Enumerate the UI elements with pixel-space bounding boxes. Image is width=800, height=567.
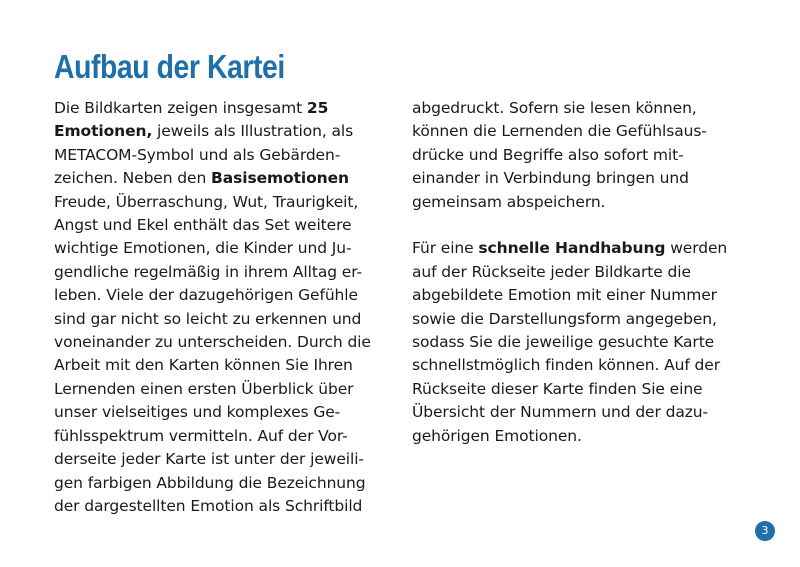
text-line	[412, 331, 752, 354]
text-line	[412, 97, 752, 120]
text-segment: gehörigen Emotionen.	[412, 426, 582, 445]
text-line	[54, 495, 399, 518]
text-line	[54, 284, 399, 307]
text-line	[412, 308, 752, 331]
text-segment: schnellstmöglich finden können. Auf der	[412, 356, 720, 375]
text-line	[54, 120, 399, 143]
text-segment: derseite jeder Karte ist unter der jeweili-	[54, 450, 364, 469]
text-line	[54, 191, 399, 214]
text-line	[54, 97, 399, 120]
text-segment: werden	[665, 239, 728, 258]
page-title: Aufbau der Kartei	[54, 48, 285, 85]
text-line	[412, 167, 752, 190]
text-segment: Lernenden einen ersten Überblick über	[54, 379, 354, 398]
text-line	[54, 237, 399, 260]
text-segment: Arbeit mit den Karten können Sie Ihren	[54, 356, 353, 375]
text-segment: wichtige Emotionen, die Kinder und Ju-	[54, 239, 352, 258]
text-column-right	[412, 97, 752, 448]
text-segment: fühlsspektrum vermitteln. Auf der Vor-	[54, 426, 348, 445]
bold-text: Emotionen,	[54, 122, 153, 141]
text-segment: Rückseite dieser Karte finden Sie eine	[412, 379, 703, 398]
text-segment: abgedruckt. Sofern sie lesen können,	[412, 99, 697, 117]
text-segment: METACOM-Symbol und als Gebärden-	[54, 145, 341, 164]
text-segment: Für eine	[412, 239, 479, 258]
bold-text: 25	[306, 99, 329, 117]
text-line	[54, 354, 399, 377]
text-segment: auf der Rückseite jeder Bildkarte die	[412, 262, 691, 281]
text-line	[54, 214, 399, 237]
text-line	[54, 472, 399, 495]
text-segment: gendliche regelmäßig in ihrem Alltag er-	[54, 262, 362, 281]
text-column-left	[54, 97, 399, 518]
text-line	[412, 144, 752, 167]
text-segment: sowie die Darstellungsform angegeben,	[412, 309, 717, 328]
text-line	[412, 425, 752, 448]
text-line	[54, 401, 399, 424]
text-line	[54, 331, 399, 354]
text-segment: drücke und Begriffe also sofort mit-	[412, 145, 684, 164]
text-segment: zeichen. Neben den	[54, 169, 212, 188]
text-segment: Die Bildkarten zeigen insgesamt	[54, 99, 307, 117]
text-segment: unser vielseitiges und komplexes Ge-	[54, 403, 341, 422]
bold-text: Basisemotionen	[211, 169, 349, 188]
text-line	[412, 378, 752, 401]
text-segment: der dargestellten Emotion als Schriftbild	[54, 496, 363, 515]
text-line	[54, 308, 399, 331]
text-segment: Freude, Überraschung, Wut, Traurigkeit,	[54, 192, 359, 211]
text-line	[54, 144, 399, 167]
text-segment: gemeinsam abspeichern.	[412, 192, 606, 211]
text-line	[54, 378, 399, 401]
text-segment: voneinander zu unterscheiden. Durch die	[54, 333, 371, 352]
text-segment: sodass Sie die jeweilige gesuchte Karte	[412, 333, 715, 352]
text-line	[54, 261, 399, 284]
page-number-badge: 3	[755, 521, 775, 541]
text-segment: abgebildete Emotion mit einer Nummer	[412, 286, 717, 305]
text-segment: jeweils als Illustration, als	[152, 122, 354, 141]
text-line	[412, 191, 752, 214]
paragraph-gap	[412, 214, 752, 237]
text-segment: gen farbigen Abbildung die Bezeichnung	[54, 473, 366, 492]
text-segment: können die Lernenden die Gefühlsaus-	[412, 122, 707, 141]
text-line	[412, 354, 752, 377]
text-segment: Angst und Ekel enthält das Set weitere	[54, 216, 352, 235]
text-line	[412, 261, 752, 284]
text-line	[412, 401, 752, 424]
text-segment: leben. Viele der dazugehörigen Gefühle	[54, 286, 358, 305]
text-line	[54, 425, 399, 448]
text-line	[54, 448, 399, 471]
text-segment: Übersicht der Nummern und der dazu-	[412, 403, 708, 422]
text-line	[412, 284, 752, 307]
text-line	[54, 167, 399, 190]
text-line	[412, 237, 752, 260]
bold-text: schnelle Handhabung	[478, 239, 666, 258]
text-segment: einander in Verbindung bringen und	[412, 169, 689, 188]
text-line	[412, 120, 752, 143]
text-segment: sind gar nicht so leicht zu erkennen und	[54, 309, 362, 328]
